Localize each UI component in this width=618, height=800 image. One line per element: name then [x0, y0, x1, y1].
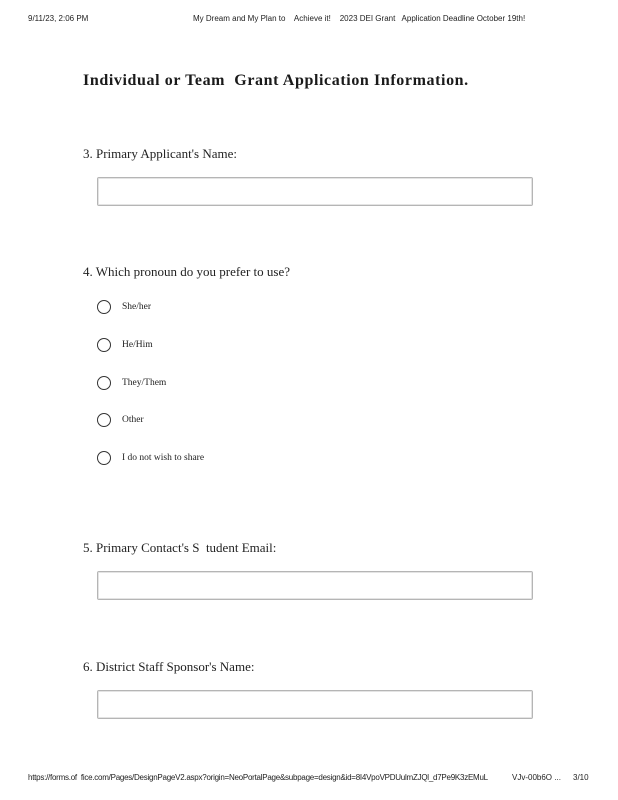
question-5-label: 5. Primary Contact's S tudent Email:: [83, 540, 277, 555]
radio-option-do-not-share[interactable]: [97, 449, 204, 467]
page-indicator: 3/10: [573, 773, 589, 782]
radio-label: I do not wish to share: [122, 453, 205, 463]
print-footer: [0, 773, 618, 785]
radio-label: He/Him: [122, 340, 153, 350]
question-4-label: 4. Which pronoun do you prefer to use?: [83, 264, 290, 279]
print-datetime: 9/11/23, 2:06 PM: [28, 14, 89, 23]
radio-button[interactable]: [97, 338, 111, 352]
radio-option-they-them[interactable]: [97, 374, 166, 392]
primary-applicant-name-input[interactable]: [97, 177, 533, 206]
radio-option-other[interactable]: [97, 411, 144, 429]
radio-button[interactable]: [97, 300, 111, 314]
section-title: Individual or Team Grant Application Information.: [83, 72, 469, 89]
radio-button[interactable]: [97, 376, 111, 390]
question-6-label: 6. District Staff Sponsor's Name:: [83, 659, 255, 674]
print-code: VJv-00b6O ...: [512, 773, 561, 782]
print-document-title: My Dream and My Plan to Achieve it! 2023 DEI Grant Application Deadline October 19th!: [193, 14, 526, 23]
radio-option-she-her[interactable]: [97, 298, 151, 316]
radio-option-he-him[interactable]: [97, 336, 153, 354]
question-3-label: 3. Primary Applicant's Name:: [83, 146, 237, 161]
radio-label: They/Them: [122, 378, 167, 388]
radio-button[interactable]: [97, 451, 111, 465]
primary-contact-email-input[interactable]: [97, 571, 533, 600]
radio-button[interactable]: [97, 413, 111, 427]
print-header: [0, 14, 618, 26]
radio-label: Other: [122, 415, 144, 425]
staff-sponsor-name-input[interactable]: [97, 690, 533, 719]
print-url: https://forms.of fice.com/Pages/DesignPageV2.aspx?origin=NeoPortalPage&subpage=design&id=8I4VpoVPDUulmZJQl_d7Pe9K3zEMuL: [28, 773, 488, 782]
radio-label: She/her: [122, 302, 152, 312]
